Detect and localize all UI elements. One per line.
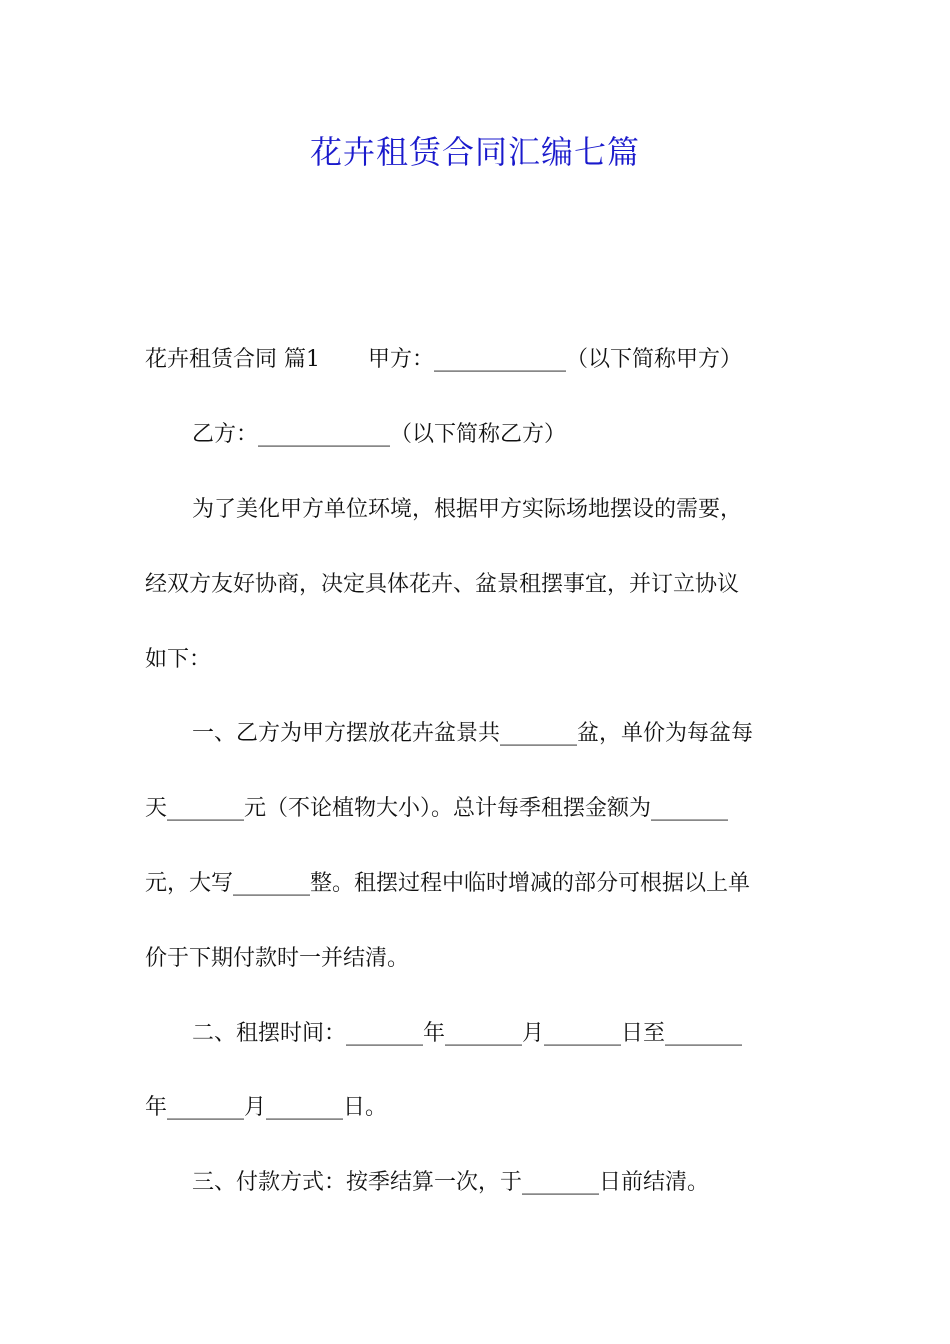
clause-3-line: 三、付款方式：按季结算一次，于_______日前结清。 (192, 1170, 710, 1195)
clause-2-line: 年_______月_______日。 (145, 1095, 388, 1120)
party-a-field: 甲方：____________（以下简称甲方） (368, 347, 743, 372)
clause-2-line: 二、租摆时间：_______年_______月_______日至_______ (192, 1021, 743, 1046)
clause-1-line: 一、乙方为甲方摆放花卉盆景共_______盆，单价为每盆每 (192, 721, 754, 746)
page-title: 花卉租赁合同汇编七篇 (309, 133, 640, 171)
paragraph-line: 为了美化甲方单位环境，根据甲方实际场地摆设的需要， (192, 497, 743, 522)
clause-1-line: 价于下期付款时一并结清。 (145, 946, 410, 971)
clause-1-line: 元，大写_______整。租摆过程中临时增减的部分可根据以上单 (145, 871, 751, 896)
contract-section-label: 花卉租赁合同 篇1 (145, 347, 320, 372)
paragraph-line: 经双方友好协商，决定具体花卉、盆景租摆事宜，并订立协议 (145, 572, 740, 597)
clause-1-line: 天_______元（不论植物大小）。总计每季租摆金额为_______ (145, 796, 729, 821)
paragraph-line: 如下： (145, 647, 212, 672)
party-b-field: 乙方：____________（以下简称乙方） (192, 422, 567, 447)
contract-heading-line (145, 342, 950, 378)
